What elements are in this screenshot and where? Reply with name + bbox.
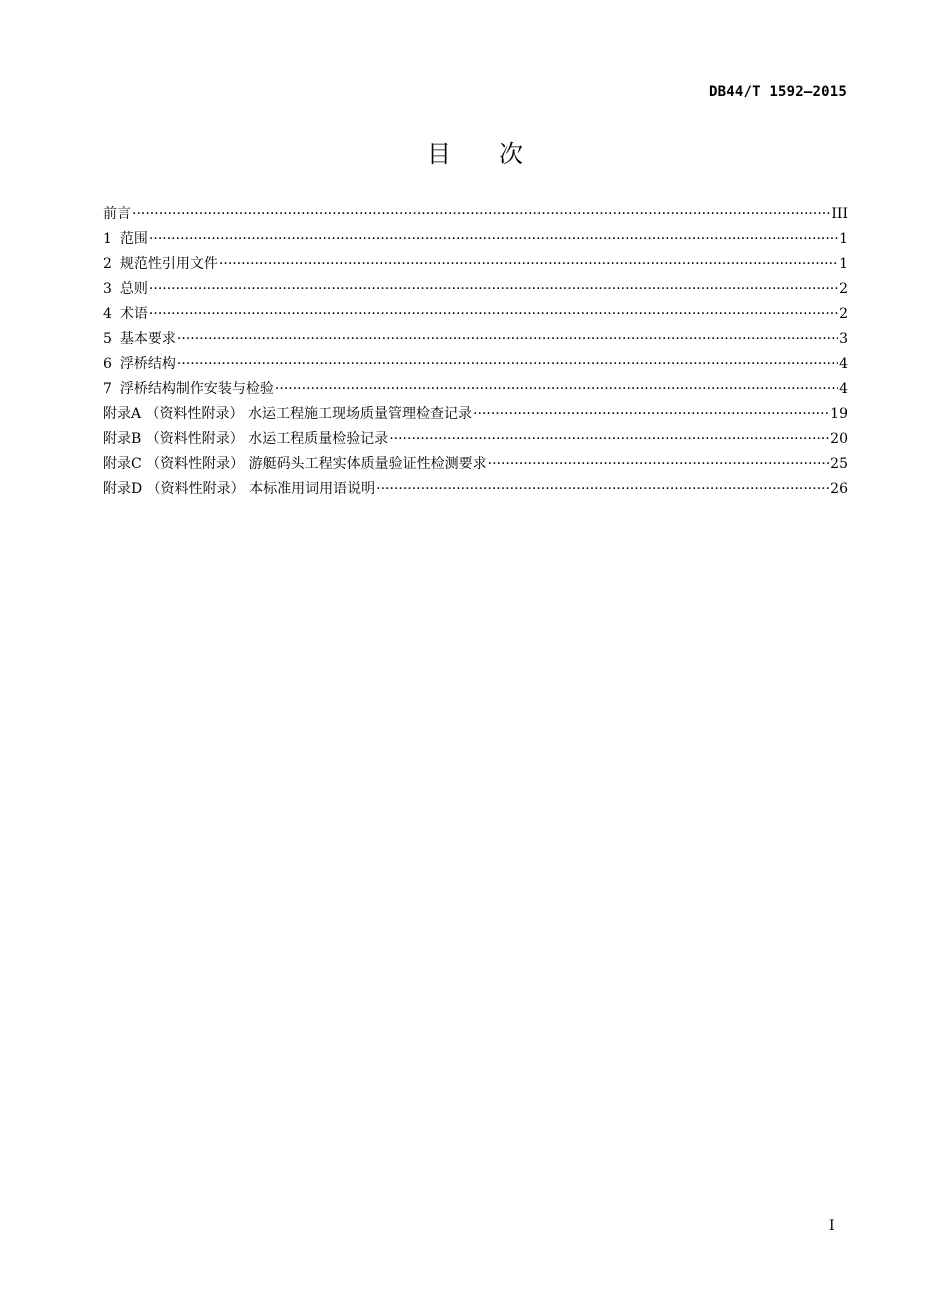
document-code: DB44/T 1592—2015 [708,84,847,100]
toc-entry-page: 4 [839,381,848,397]
toc-entry-label: 规范性引用文件 [119,256,218,272]
toc-leader-dots [275,377,838,402]
toc-entry-page: 1 [839,256,848,272]
toc-leader-dots [132,202,830,227]
toc-entry-label: 附录B （资料性附录） 水运工程质量检验记录 [103,431,389,447]
toc-leader-dots [389,427,829,452]
toc-entry-5[interactable] [103,327,848,352]
toc-entry-page: 1 [839,231,848,247]
toc-title: 目次 [427,140,571,168]
toc-entry-appendix-b[interactable] [103,427,848,452]
toc-entry-foreword[interactable] [103,202,848,227]
toc-entry-label: 范围 [119,231,148,247]
toc-entry-2[interactable] [103,252,848,277]
toc-entry-label: 浮桥结构制作安装与检验 [119,381,274,397]
toc-entry-4[interactable] [103,302,848,327]
toc-entry-6[interactable] [103,352,848,377]
toc-entry-label: 附录C （资料性附录） 游艇码头工程实体质量验证性检测要求 [103,456,487,472]
toc-entry-number: 6 [103,356,112,372]
toc-entry-1[interactable] [103,227,848,252]
toc-entry-label: 基本要求 [119,331,176,347]
toc-leader-dots [219,252,838,277]
toc-entry-number: 4 [103,306,112,322]
toc-entry-label: 浮桥结构 [119,356,176,372]
toc-entry-number: 5 [103,331,112,347]
toc-leader-dots [149,277,838,302]
toc-leader-dots [473,402,829,427]
toc-leader-dots [177,327,838,352]
toc-entry-label: 前言 [103,206,131,222]
toc-leader-dots [149,227,838,252]
toc-entry-page: III [831,206,848,222]
toc-entry-number: 3 [103,281,112,297]
page-number: I [829,1218,835,1234]
toc-leader-dots [149,302,838,327]
toc-entry-number: 1 [103,231,112,247]
toc-entry-page: 25 [830,456,848,472]
toc-entry-number: 2 [103,256,112,272]
toc-entry-page: 4 [839,356,848,372]
toc-entry-label: 术语 [119,306,148,322]
toc-entry-appendix-d[interactable] [103,477,848,502]
toc-entry-label: 附录A （资料性附录） 水运工程施工现场质量管理检查记录 [103,406,473,422]
toc-entry-page: 2 [839,306,848,322]
toc-entry-7[interactable] [103,377,848,402]
toc-entry-page: 19 [830,406,848,422]
toc-entry-page: 2 [839,281,848,297]
table-of-contents [103,202,848,502]
toc-entry-label: 附录D （资料性附录） 本标准用词用语说明 [103,481,376,497]
toc-entry-appendix-c[interactable] [103,452,848,477]
toc-entry-3[interactable] [103,277,848,302]
toc-entry-page: 20 [830,431,848,447]
toc-leader-dots [488,452,830,477]
toc-leader-dots [376,477,829,502]
toc-entry-number: 7 [103,381,112,397]
toc-entry-page: 26 [830,481,848,497]
toc-leader-dots [177,352,838,377]
toc-entry-page: 3 [839,331,848,347]
toc-entry-label: 总则 [119,281,148,297]
toc-entry-appendix-a[interactable] [103,402,848,427]
